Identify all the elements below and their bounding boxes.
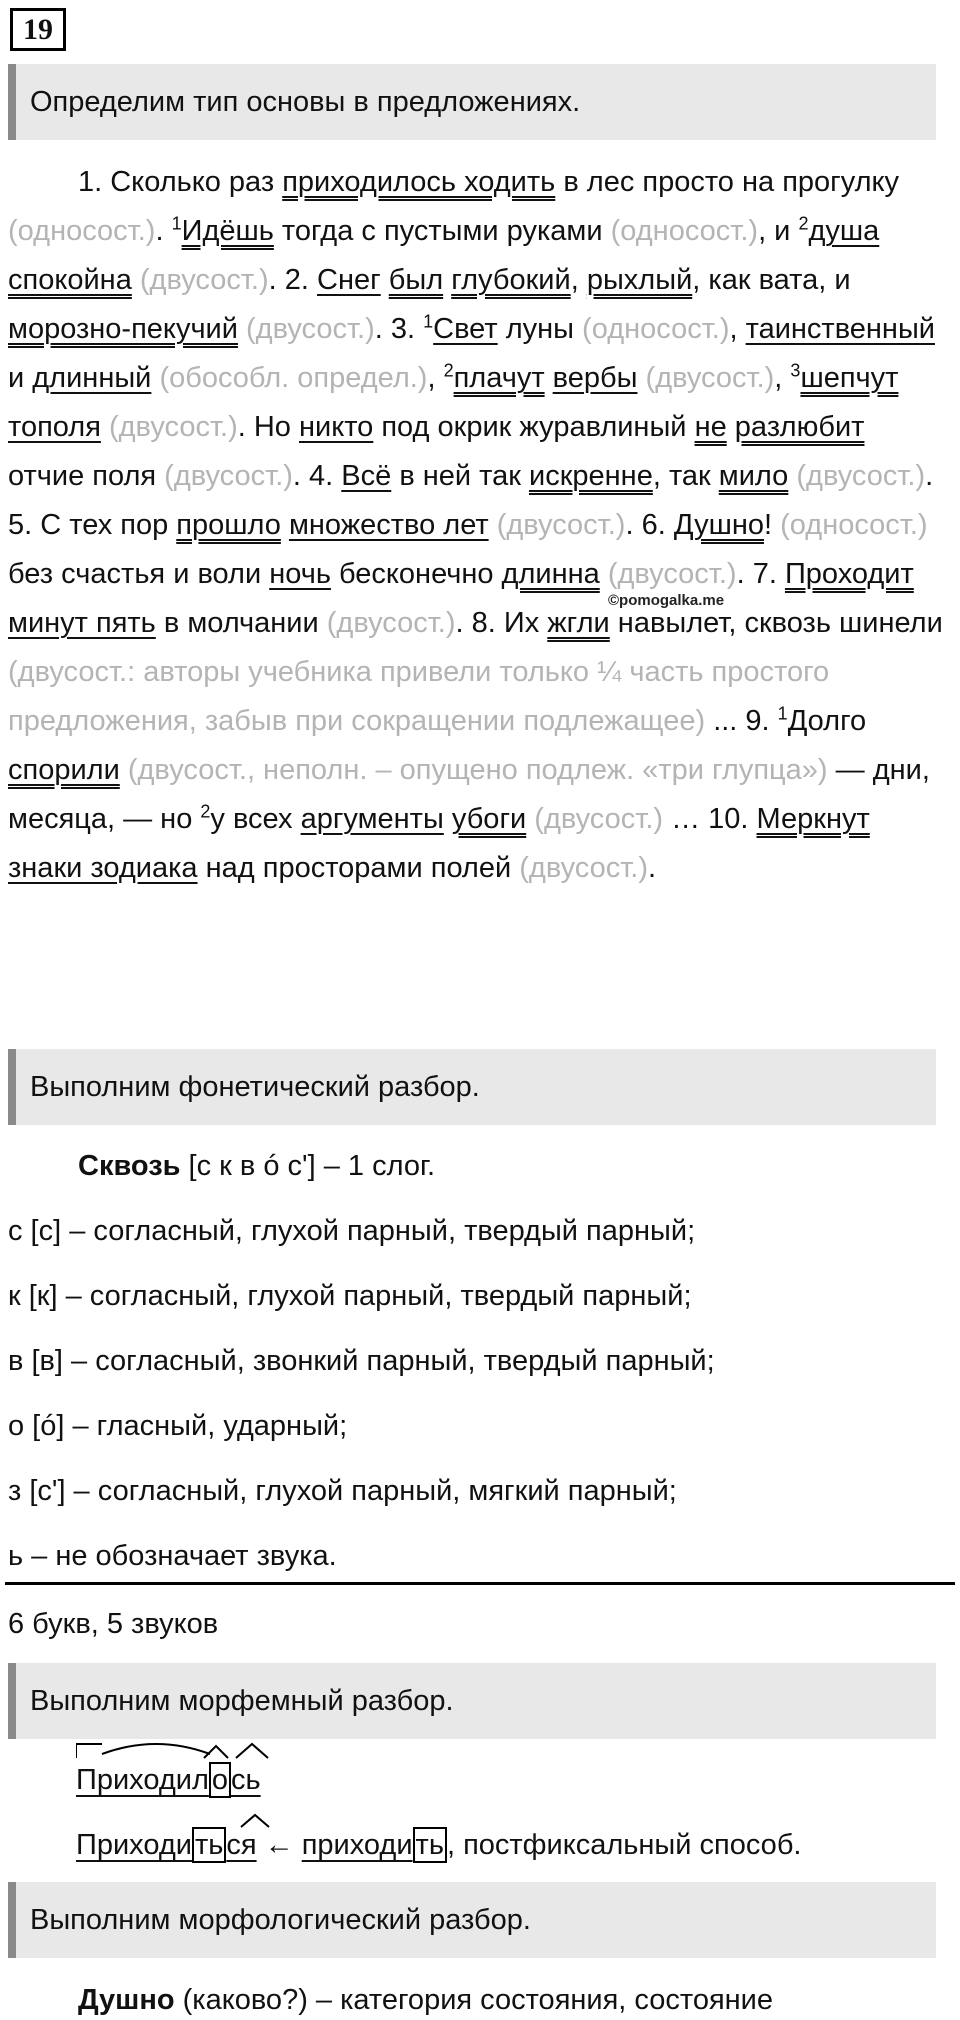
phonetic-word: Сквозь: [78, 1150, 181, 1182]
phonetic-line: з [с'] – согласный, глухой парный, мягкий парный;: [8, 1475, 677, 1507]
phonetic-line: о [ó] – гласный, ударный;: [8, 1410, 348, 1442]
derivation-base: приходи: [301, 1829, 413, 1861]
watermark: ©pomogalka.me: [608, 592, 725, 609]
phonetic-transcription: [с к в ó с'] – 1 слог.: [180, 1150, 436, 1182]
phonetic-line: ь – не обозначает звука.: [8, 1540, 337, 1572]
morpheme-stem: Приходил: [76, 1764, 209, 1796]
phonetic-line: к [к] – согласный, глухой парный, твердый парный;: [8, 1280, 692, 1312]
morpheme-postfix: сь: [231, 1764, 261, 1796]
phonetic-line: с [с] – согласный, глухой парный, твердый парный;: [8, 1215, 696, 1247]
phonetic-summary: 6 букв, 5 звуков: [8, 1608, 219, 1640]
derivation-arrow: ←: [256, 1829, 302, 1861]
derivation-base-ending: ть: [413, 1827, 447, 1863]
derivation-method: , постфиксальный способ.: [446, 1829, 802, 1861]
morpheme-ending: о: [209, 1762, 231, 1798]
phonetic-word-line: [78, 1146, 435, 1186]
sentences-paragraph: 1. Сколько раз приходилось ходить в лес просто на прогулку (односост.). $^1$Идёшь тогда с пустыми руками (односост.), и $^2$душа спокойна (двусост.). 2. Снег был глубокий, рыхлый, как вата, и морозно-пекучий (двусост.). 3. $^1$Свет луны (односост.), таинственный и длинный (обособл. определ.), $^2$плачут вербы (двусост.), $^3$шепчут тополя (двусост.). Но никто под окрик журавлиный не разлюбит отчие поля (двусост.). 4. Всё в ней так искренне, так мило (двусост.). 5. С тех пор прошло множество лет (двусост.). 6. Душно! (односост.) без счастья и воли ночь бесконечно длинна (двусост.). 7. Проходит минут пять в молчании (двусост.). 8. Их жгли навылет, сквозь шинели (двусост.: авторы учебника привели только ¼ часть простого предложения, забыв при сокращении подлежащее) ... 9. $^1$Долго спорили (двусост., неполн. – опущено подлеж. «три глупца») — дни, месяца, — но $^2$у всех аргументы убоги (двусост.) … 10. Меркнут знаки зодиака над просторами полей (двусост.).: [8, 166, 943, 884]
derivation-line: [76, 1825, 801, 1865]
morpheme-marks: [76, 1740, 296, 1764]
divider: [5, 1582, 955, 1585]
section-header-morphological: Выполним морфологический разбор.: [8, 1882, 936, 1958]
postfix-mark: [237, 1811, 277, 1831]
task-number: 19: [10, 8, 66, 51]
morphological-word: Душно: [78, 1984, 175, 2016]
morphological-description: (каково?) – категория состояния, состояние: [174, 1984, 774, 2016]
morphological-line: [78, 1980, 773, 2020]
derivation-suffix: ть: [192, 1827, 226, 1863]
morpheme-word: [76, 1760, 261, 1800]
section-header-basis: Определим тип основы в предложениях.: [8, 64, 936, 140]
phonetic-line: в [в] – согласный, звонкий парный, твердый парный;: [8, 1345, 715, 1377]
derivation-postfix: ся: [226, 1829, 257, 1861]
section-header-phonetic: Выполним фонетический разбор.: [8, 1049, 936, 1125]
derivation-stem: Приходи: [76, 1829, 192, 1861]
section-header-morphemic: Выполним морфемный разбор.: [8, 1663, 936, 1739]
